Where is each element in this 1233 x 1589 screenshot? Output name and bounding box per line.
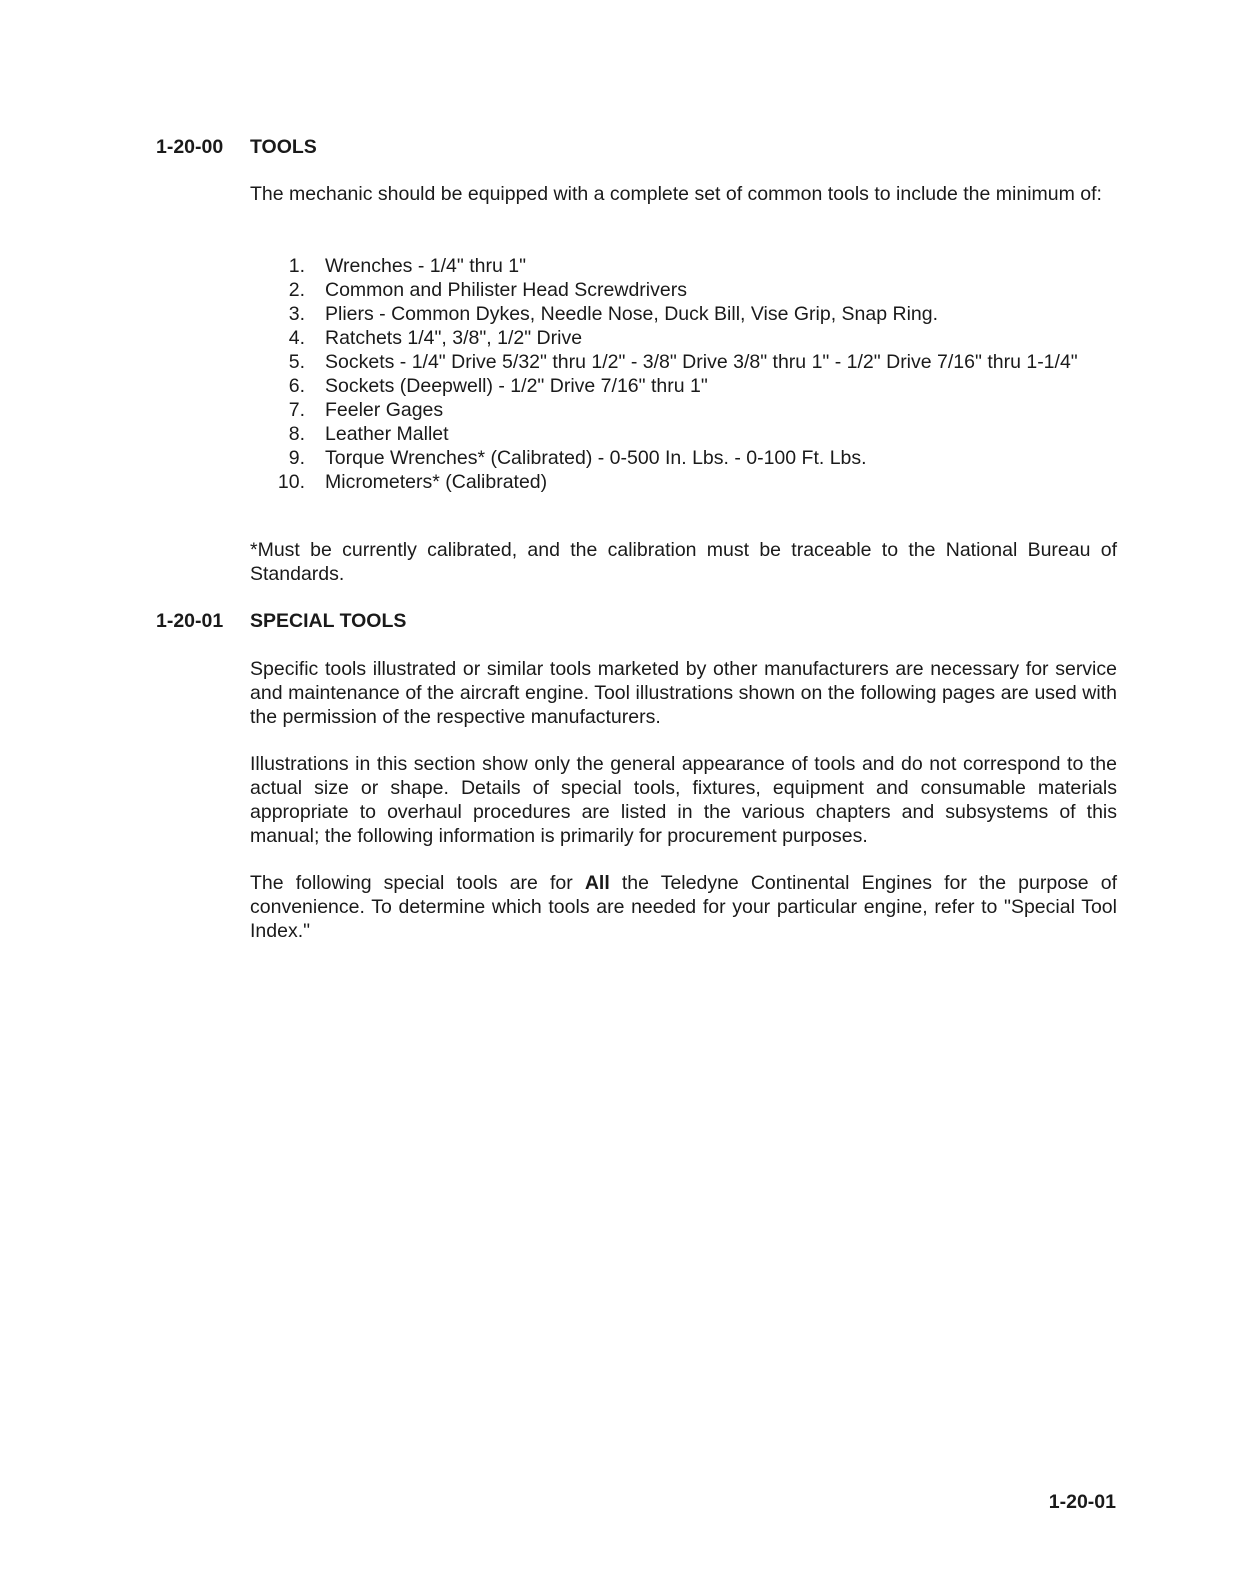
section-title: SPECIAL TOOLS: [250, 610, 407, 632]
calibration-footnote: *Must be currently calibrated, and the calibration must be traceable to the National Bureau of Standards.: [250, 539, 1117, 585]
list-item: [250, 254, 1117, 278]
list-item: [250, 278, 1117, 302]
list-item: [250, 398, 1117, 422]
list-item-text: Wrenches - 1/4" thru 1": [325, 255, 526, 277]
section-heading-tools: [156, 135, 317, 159]
list-item-text: Sockets - 1/4" Drive 5/32" thru 1/2" - 3/8" Drive 3/8" thru 1" - 1/2" Drive 7/16" thru 1-1/4": [325, 351, 1078, 373]
list-item: [250, 374, 1117, 398]
list-item-text: Ratchets 1/4", 3/8", 1/2" Drive: [325, 327, 583, 349]
emphasis-text: All: [584, 872, 610, 894]
list-item-text: Micrometers* (Calibrated): [325, 471, 548, 493]
tools-intro-paragraph: The mechanic should be equipped with a complete set of common tools to include the minimum of:: [250, 183, 1102, 205]
paragraph-text: The following special tools are for: [250, 872, 585, 894]
list-item-number: 6.: [288, 375, 305, 397]
page-number: 1-20-01: [1048, 1491, 1116, 1513]
list-item-text: Pliers - Common Dykes, Needle Nose, Duck Bill, Vise Grip, Snap Ring.: [325, 303, 939, 325]
tool-list: [250, 254, 1117, 494]
list-item-number: 4.: [288, 327, 305, 349]
list-item: [250, 350, 1117, 374]
section-title: TOOLS: [250, 136, 317, 158]
list-item-text: Feeler Gages: [325, 399, 444, 421]
section-number: 1-20-00: [156, 136, 224, 158]
list-item: [250, 446, 1117, 470]
section-heading-special-tools: [156, 609, 406, 633]
list-item-number: 10.: [277, 471, 305, 493]
list-item-number: 9.: [288, 447, 305, 469]
list-item-number: 7.: [288, 399, 305, 421]
list-item-text: Common and Philister Head Screwdrivers: [325, 279, 687, 301]
list-item-number: 2.: [288, 279, 305, 301]
list-item-number: 3.: [288, 303, 305, 325]
special-tools-paragraph: Specific tools illustrated or similar tools marketed by other manufacturers are necessary for service and maintenance of the aircraft engine. Tool illustrations shown on the following pages are used with the permission of the respective manufacturers.: [250, 658, 1117, 728]
list-item: [250, 422, 1117, 446]
special-tools-index-paragraph: [250, 871, 1117, 943]
paragraph-text: the Teledyne Continental Engines for the purpose of convenience. To determine which tools are needed for your particular engine, refer to "Special Tool Index.": [250, 872, 1117, 942]
list-item: [250, 302, 1117, 326]
list-item: [250, 326, 1117, 350]
list-item-text: Leather Mallet: [325, 423, 449, 445]
list-item-number: 8.: [288, 423, 305, 445]
list-item-number: 1.: [288, 255, 305, 277]
illustrations-paragraph: Illustrations in this section show only the general appearance of tools and do not correspond to the actual size or shape. Details of special tools, fixtures, equipment and consumable materials appropriate to overhaul procedures are listed in the various chapters and subsystems of this manual; the following information is primarily for procurement purposes.: [250, 753, 1117, 847]
list-item-text: Torque Wrenches* (Calibrated) - 0-500 In. Lbs. - 0-100 Ft. Lbs.: [325, 447, 867, 469]
list-item: [250, 470, 1117, 494]
list-item-number: 5.: [288, 351, 305, 373]
section-number: 1-20-01: [156, 610, 224, 632]
list-item-text: Sockets (Deepwell) - 1/2" Drive 7/16" thru 1": [325, 375, 708, 397]
